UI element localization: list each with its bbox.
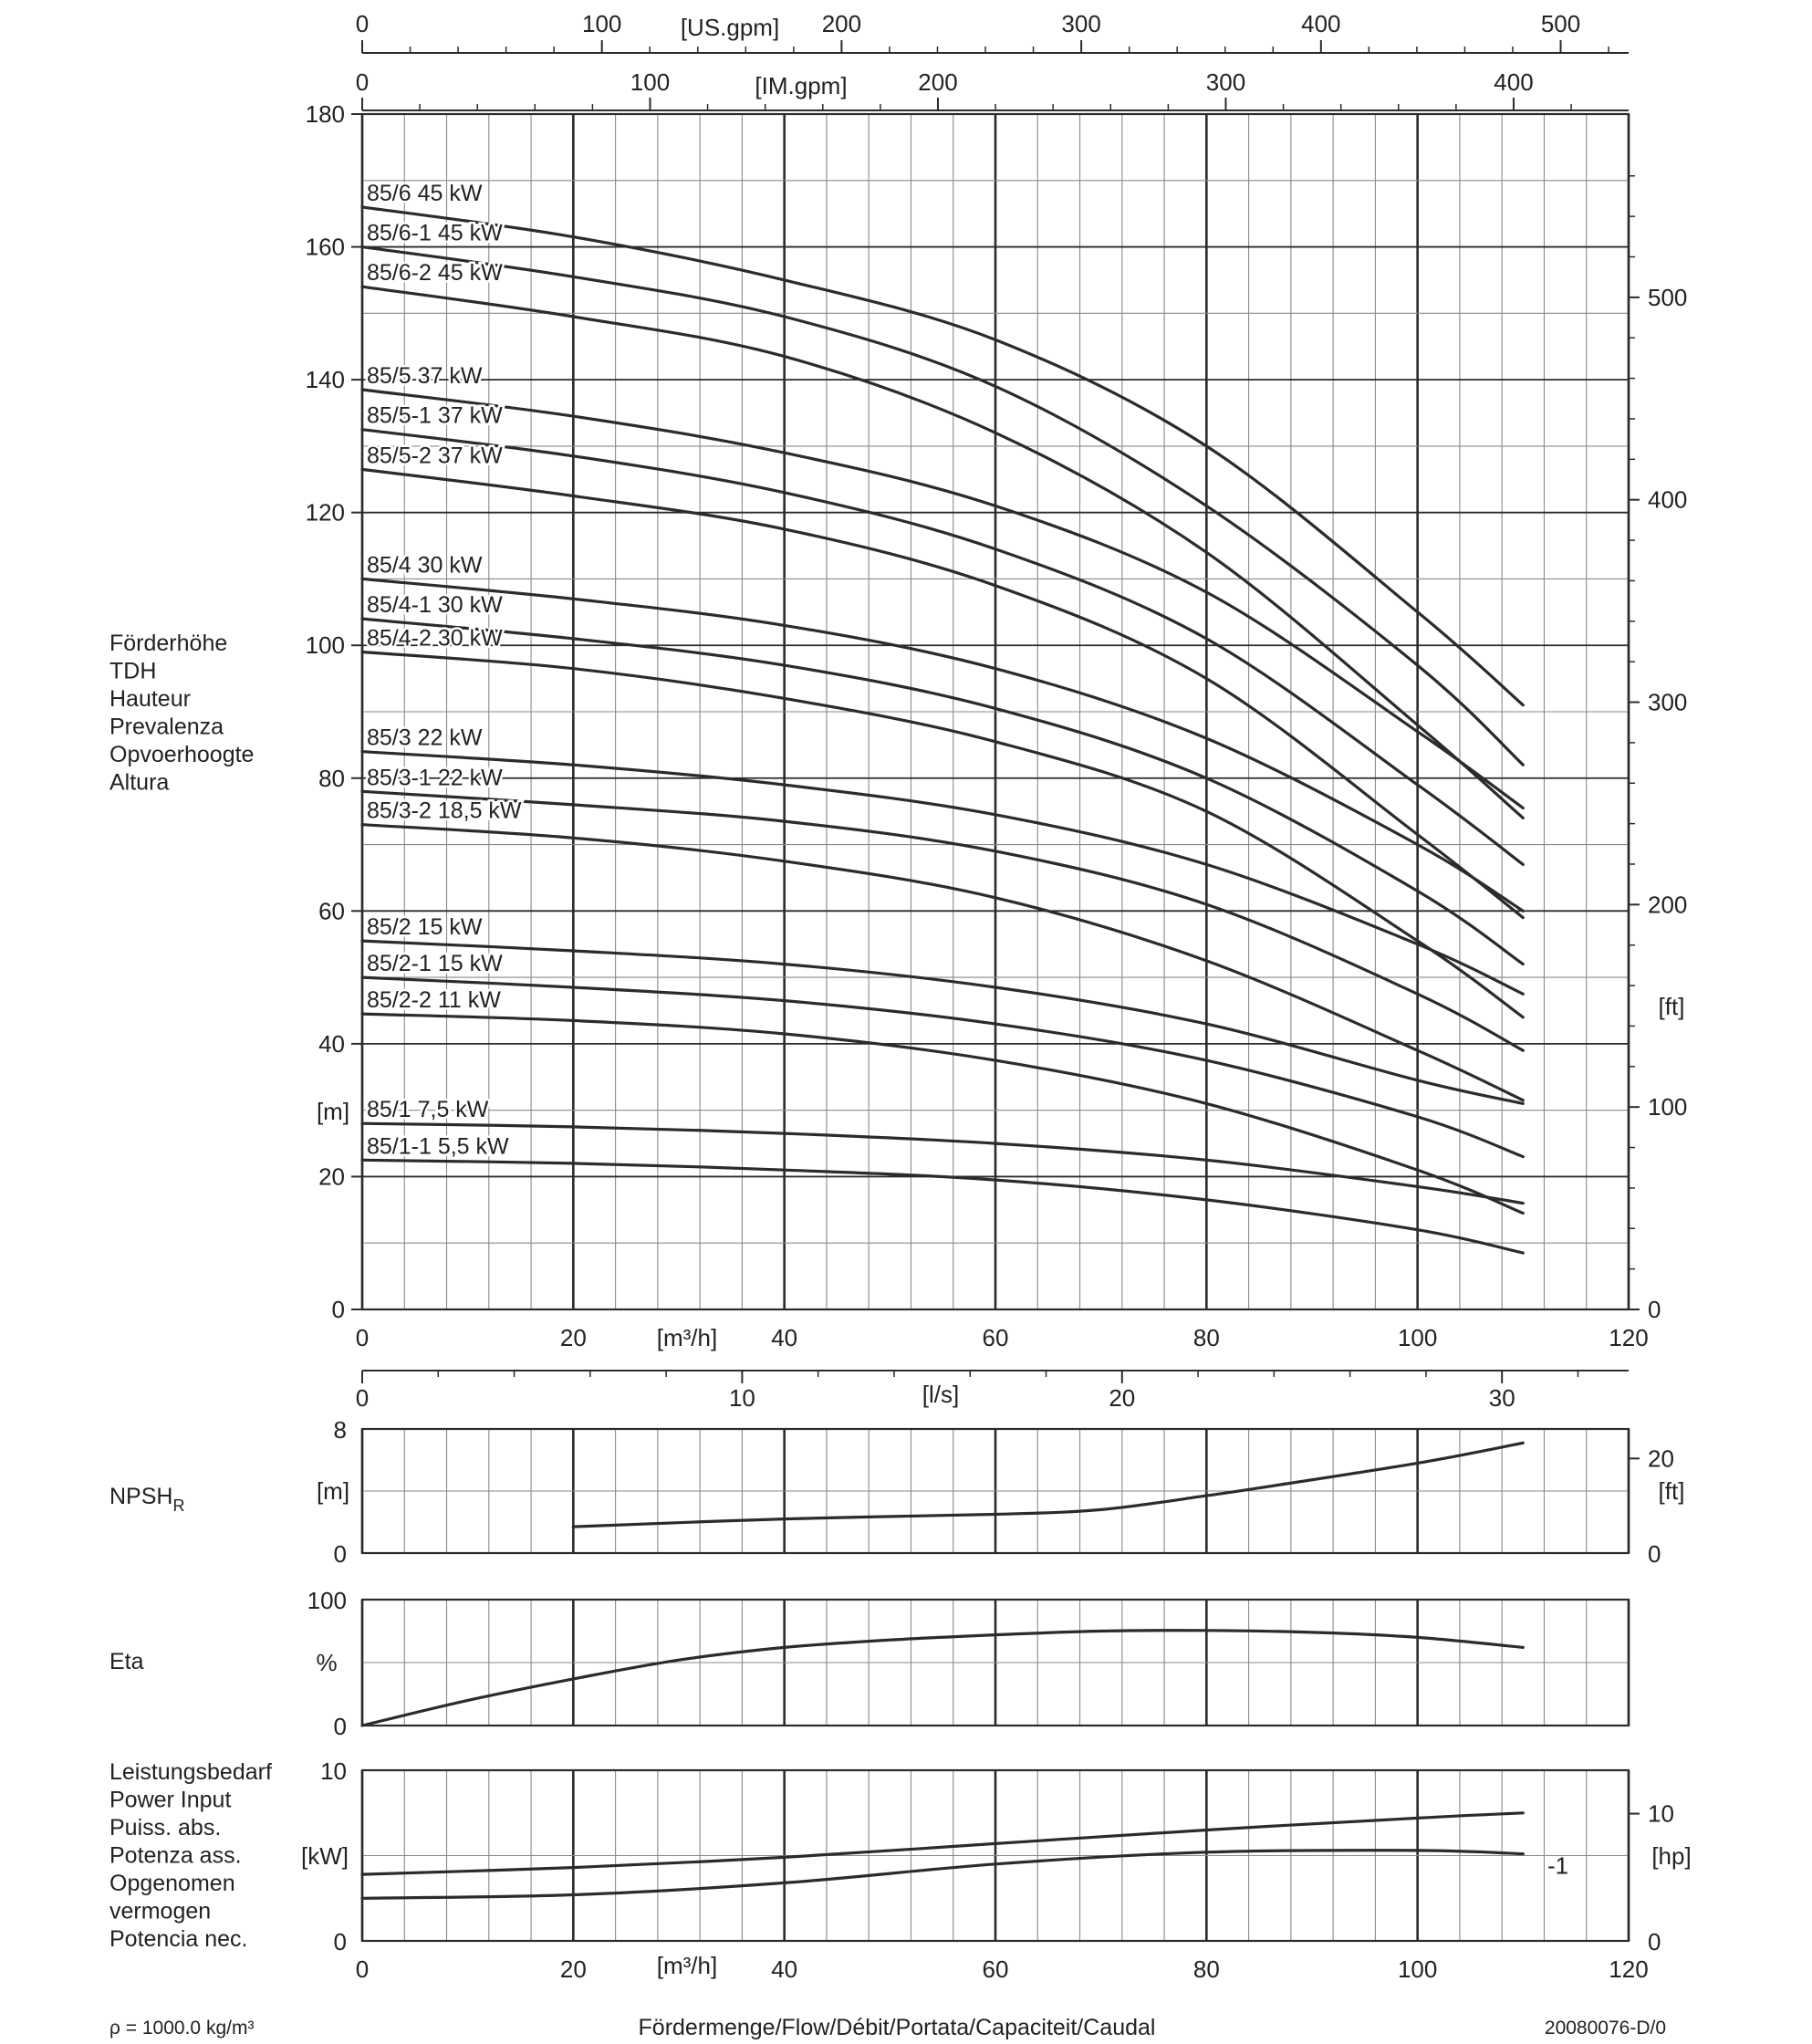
head-ytick: 60 xyxy=(318,897,345,925)
ls-axis-label: 30 xyxy=(1488,1384,1515,1412)
head-curve-0 xyxy=(362,207,1523,705)
head-curve-label: 85/5-2 37 kW xyxy=(367,443,503,469)
im-axis-label: 0 xyxy=(355,68,370,96)
im-axis-label: 200 xyxy=(918,68,958,96)
power-ytick-bottom: 0 xyxy=(333,1928,347,1955)
head-curve-1 xyxy=(362,247,1523,766)
head-curve-10 xyxy=(362,791,1523,1050)
curve-layer xyxy=(362,207,1523,1898)
ls-axis-label: 20 xyxy=(1109,1384,1136,1412)
power-xtick: 100 xyxy=(1397,1955,1438,1983)
power-ylabel-line: Potencia nec. xyxy=(109,1926,248,1952)
head-ytick: 140 xyxy=(305,366,345,394)
im-axis-unit: [IM.gpm] xyxy=(755,72,848,99)
power-curve-0 xyxy=(362,1813,1523,1874)
flow-axis-title: Fördermenge/Flow/Débit/Portata/Capaciteit/Caudal xyxy=(638,2015,1156,2039)
power-xtick: 120 xyxy=(1609,1955,1649,1983)
ls-axis-label: 10 xyxy=(728,1384,755,1412)
im-axis-label: 400 xyxy=(1494,68,1534,96)
head-ylabel-line: Altura xyxy=(109,769,170,796)
head-curve-label: 85/4 30 kW xyxy=(367,552,483,579)
power-yrtick-top: 10 xyxy=(1648,1799,1674,1828)
head-ylabel-line: Förderhöhe xyxy=(109,631,228,656)
power-xtick: 80 xyxy=(1192,1955,1220,1983)
eta-ylabel: Eta xyxy=(109,1649,144,1674)
head-curve-13 xyxy=(362,977,1523,1160)
head-yrtick: 300 xyxy=(1648,688,1688,716)
npsh-yunit: [m] xyxy=(316,1477,350,1505)
head-xunit: [m³/h] xyxy=(656,1324,718,1351)
ls-axis-unit: [l/s] xyxy=(922,1381,960,1408)
us-axis-label: 100 xyxy=(582,10,622,37)
us-axis-label: 400 xyxy=(1301,10,1341,37)
head-curve-6 xyxy=(362,579,1523,911)
head-ytick: 0 xyxy=(331,1296,345,1323)
head-curve-label: 85/2-2 11 kW xyxy=(367,987,501,1014)
head-curve-label: 85/3 22 kW xyxy=(367,725,483,751)
head-xtick: 80 xyxy=(1192,1324,1220,1351)
head-curve-12 xyxy=(362,941,1523,1103)
npsh-yunit-right: [ft] xyxy=(1658,1477,1685,1505)
head-curve-label: 85/3-2 18,5 kW xyxy=(367,798,522,824)
head-curve-4 xyxy=(362,430,1523,865)
power-yrtick-bottom: 0 xyxy=(1648,1928,1661,1955)
power-ylabel-line: vermogen xyxy=(109,1898,212,1924)
head-xtick: 20 xyxy=(559,1324,587,1351)
npsh-yrtick-top: 20 xyxy=(1648,1444,1674,1473)
head-curve-label: 85/5-1 37 kW xyxy=(367,402,503,429)
eta-ytick-bottom: 0 xyxy=(333,1713,347,1740)
ls-axis-label: 0 xyxy=(355,1384,370,1412)
us-axis-unit: [US.gpm] xyxy=(680,14,780,41)
head-curve-16 xyxy=(362,1160,1523,1253)
head-ytick: 180 xyxy=(305,100,345,128)
head-xtick: 40 xyxy=(771,1324,798,1351)
power-xunit: [m³/h] xyxy=(656,1952,718,1979)
head-curve-label: 85/1-1 5,5 kW xyxy=(367,1133,509,1160)
head-xtick: 120 xyxy=(1609,1324,1649,1351)
power-annotation: -1 xyxy=(1547,1851,1569,1880)
power-xtick: 40 xyxy=(771,1955,798,1983)
head-ytick: 100 xyxy=(305,631,345,660)
npsh-curve-0 xyxy=(573,1443,1523,1527)
head-curve-label: 85/4-2 30 kW xyxy=(367,625,503,652)
head-curve-label: 85/1 7,5 kW xyxy=(367,1097,489,1123)
npsh-ylabel-subscript: R xyxy=(172,1496,185,1515)
document-code: 20080076-D/0 xyxy=(1544,2018,1666,2039)
power-ylabel-line: Opgenomen xyxy=(109,1871,235,1896)
head-curve-label: 85/6-1 45 kW xyxy=(367,220,503,246)
head-ylabel-line: TDH xyxy=(109,658,157,684)
head-curve-7 xyxy=(362,619,1523,965)
eta-yunit: % xyxy=(316,1649,338,1676)
us-axis-label: 300 xyxy=(1061,10,1101,37)
im-axis-label: 100 xyxy=(630,68,671,96)
power-xtick: 60 xyxy=(982,1955,1009,1983)
im-axis-label: 300 xyxy=(1205,68,1246,96)
eta-ytick-top: 100 xyxy=(307,1587,347,1614)
density-note: ρ = 1000.0 kg/m³ xyxy=(109,2018,255,2039)
head-ylabel-line: Prevalenza xyxy=(109,714,224,740)
npsh-yrtick-bottom: 0 xyxy=(1648,1540,1661,1568)
npsh-ytick-bottom: 0 xyxy=(333,1540,347,1568)
head-ytick: 80 xyxy=(318,764,345,792)
power-ytick-top: 10 xyxy=(320,1757,347,1785)
power-xtick: 0 xyxy=(355,1955,370,1983)
eta-curve-0 xyxy=(362,1631,1523,1726)
head-yunit-right: [ft] xyxy=(1658,993,1685,1020)
head-curve-2 xyxy=(362,287,1523,818)
head-yrtick: 0 xyxy=(1648,1296,1661,1323)
grid-layer xyxy=(362,114,1629,1941)
head-yrtick: 400 xyxy=(1648,485,1688,514)
head-curve-3 xyxy=(362,390,1523,808)
power-ylabel-line: Leistungsbedarf xyxy=(109,1759,272,1785)
head-ytick: 40 xyxy=(318,1029,345,1058)
text-layer xyxy=(109,10,1692,2039)
head-yunit: [m] xyxy=(316,1098,350,1125)
power-yunit-right: [hp] xyxy=(1651,1842,1692,1870)
head-yrtick: 100 xyxy=(1648,1093,1688,1121)
power-yunit: [kW] xyxy=(301,1842,349,1870)
head-curve-label: 85/5 37 kW xyxy=(367,363,483,390)
head-curve-label: 85/2 15 kW xyxy=(367,914,483,941)
power-ylabel-line: Puiss. abs. xyxy=(109,1815,222,1841)
head-curve-label: 85/4-1 30 kW xyxy=(367,592,503,619)
head-ytick: 20 xyxy=(318,1163,345,1191)
us-axis-label: 500 xyxy=(1540,10,1581,37)
head-curve-label: 85/2-1 15 kW xyxy=(367,951,503,977)
head-ytick: 160 xyxy=(305,233,345,261)
head-xtick: 60 xyxy=(982,1324,1009,1351)
head-ylabel-line: Opvoerhoogte xyxy=(109,742,255,767)
power-ylabel-line: Power Input xyxy=(109,1787,232,1813)
head-curve-label: 85/6-2 45 kW xyxy=(367,260,503,287)
power-curve-1 xyxy=(362,1851,1523,1899)
head-ytick: 120 xyxy=(305,498,345,527)
us-axis-label: 0 xyxy=(355,10,370,37)
power-xtick: 20 xyxy=(559,1955,587,1983)
head-yrtick: 500 xyxy=(1648,283,1688,311)
npsh-ylabel: $NPSH_R$ xyxy=(109,1484,185,1515)
head-ylabel-line: Hauteur xyxy=(109,686,191,712)
head-yrtick: 200 xyxy=(1648,891,1688,919)
head-xtick: 100 xyxy=(1397,1324,1438,1351)
npsh-ytick-top: 8 xyxy=(333,1416,347,1444)
head-curve-9 xyxy=(362,752,1523,995)
head-curve-label: 85/6 45 kW xyxy=(367,180,483,206)
power-ylabel-line: Potenza ass. xyxy=(109,1842,242,1869)
us-axis-label: 200 xyxy=(821,10,862,37)
head-curve-label: 85/3-1 22 kW xyxy=(367,765,503,791)
head-xtick: 0 xyxy=(355,1324,370,1351)
